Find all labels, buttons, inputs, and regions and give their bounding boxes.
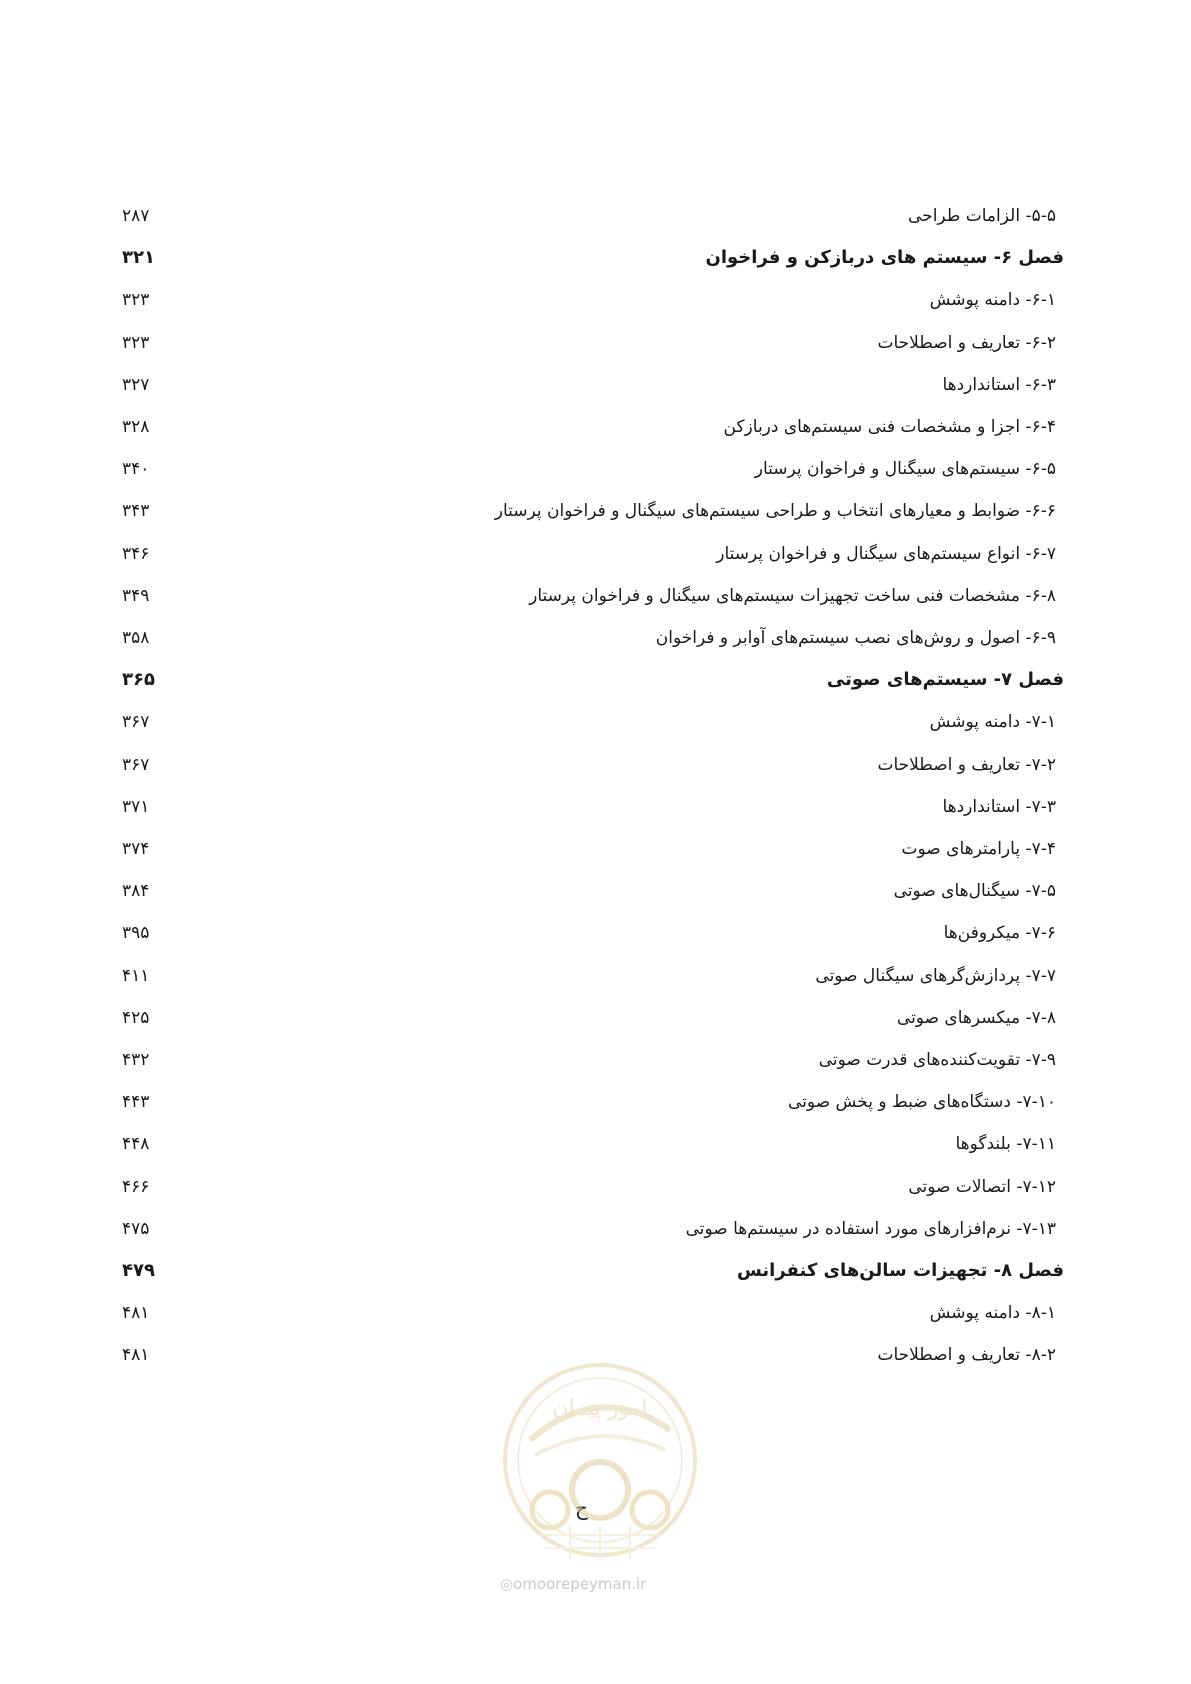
toc-entry-title: ۶-۵- سیستم‌های سیگنال و فراخوان پرستار bbox=[754, 459, 1056, 479]
toc-entry-row bbox=[100, 876, 1056, 906]
toc-entry-row bbox=[100, 201, 1056, 231]
toc-page-number: ۴۸۱ bbox=[122, 1303, 150, 1323]
toc-chapter-title: فصل ۷- سیستم‌های صوتی bbox=[826, 669, 1064, 690]
toc-page-number: ۴۳۲ bbox=[122, 1050, 150, 1070]
toc-entry-title: ۷-۴- پارامترهای صوت bbox=[901, 839, 1056, 859]
toc-page-number: ۳۲۷ bbox=[122, 375, 150, 395]
page-number: ح bbox=[575, 1496, 588, 1520]
toc-page-number: ۴۴۳ bbox=[122, 1092, 150, 1112]
toc-entry-title: ۶-۹- اصول و روش‌های نصب سیستم‌های آوابر و فراخوان bbox=[655, 628, 1056, 648]
watermark-circle-icon: ◎ bbox=[500, 1575, 514, 1593]
toc-chapter-title: فصل ۸- تجهیزات سالن‌های کنفرانس bbox=[736, 1260, 1064, 1281]
toc-entry-row bbox=[100, 750, 1056, 780]
toc-page-number: ۳۲۳ bbox=[122, 333, 150, 353]
toc-entry-row bbox=[100, 454, 1056, 484]
toc-chapter-row bbox=[100, 1256, 1064, 1286]
toc-entry-row bbox=[100, 1087, 1056, 1117]
toc-entry-row bbox=[100, 961, 1056, 991]
toc-page-number: ۳۶۷ bbox=[122, 755, 150, 775]
toc-page-number: ۳۷۴ bbox=[122, 839, 150, 859]
toc-entry-row bbox=[100, 834, 1056, 864]
watermark-logo-text: امور پیمان bbox=[552, 1396, 648, 1421]
toc-entry-row bbox=[100, 370, 1056, 400]
toc-entry-title: ۸-۲- تعاریف و اصطلاحات bbox=[877, 1345, 1056, 1365]
toc-entry-row bbox=[100, 1214, 1056, 1244]
toc-entry-title: ۶-۴- اجزا و مشخصات فنی سیستم‌های دربازکن bbox=[723, 417, 1056, 437]
toc-entry-row bbox=[100, 328, 1056, 358]
toc-entry-title: ۷-۲- تعاریف و اصطلاحات bbox=[877, 755, 1056, 775]
toc-entry-row bbox=[100, 1003, 1056, 1033]
watermark-url bbox=[500, 1574, 646, 1594]
toc-page-number: ۴۲۵ bbox=[122, 1008, 150, 1028]
toc-chapter-title: فصل ۶- سیستم های دربازکن و فراخوان bbox=[705, 247, 1064, 268]
toc-entry-row bbox=[100, 539, 1056, 569]
toc-page-number: ۴۶۶ bbox=[122, 1177, 150, 1197]
toc-entry-title: ۷-۶- میکروفن‌ها bbox=[943, 923, 1056, 943]
toc-entry-row bbox=[100, 496, 1056, 526]
toc-entry-title: ۶-۲- تعاریف و اصطلاحات bbox=[877, 333, 1056, 353]
toc-page-number: ۳۷۱ bbox=[122, 797, 150, 817]
toc-entry-title: ۷-۹- تقویت‌کننده‌های قدرت صوتی bbox=[818, 1050, 1056, 1070]
toc-page-number: ۴۷۵ bbox=[122, 1219, 150, 1239]
toc-chapter-row bbox=[100, 243, 1064, 273]
toc-entry-title: ۷-۵- سیگنال‌های صوتی bbox=[893, 881, 1056, 901]
toc-entry-row bbox=[100, 1172, 1056, 1202]
toc-page-number: ۲۸۷ bbox=[122, 206, 150, 226]
toc-page-number: ۳۶۷ bbox=[122, 712, 150, 732]
toc-entry-title: ۷-۱۳- نرم‌افزارهای مورد استفاده در سیستم‌ها صوتی bbox=[685, 1219, 1056, 1239]
toc-page-number: ۴۴۸ bbox=[122, 1134, 150, 1154]
toc-entry-row bbox=[100, 1045, 1056, 1075]
toc-page-number: ۴۱۱ bbox=[122, 966, 150, 986]
toc-page-number: ۳۴۳ bbox=[122, 501, 150, 521]
toc-entry-title: ۷-۳- استانداردها bbox=[942, 797, 1056, 817]
toc-page-number: ۳۴۹ bbox=[122, 586, 150, 606]
toc-entry-title: ۵-۵- الزامات طراحی bbox=[908, 206, 1056, 226]
toc-page-number: ۳۸۴ bbox=[122, 881, 150, 901]
toc-entry-title: ۷-۷- پردازش‌گرهای سیگنال صوتی bbox=[815, 966, 1056, 986]
toc-page-number: ۳۲۱ bbox=[122, 247, 155, 268]
toc-chapter-row bbox=[100, 665, 1064, 695]
watermark-url-text: omoorepeyman.ir bbox=[513, 1575, 647, 1593]
toc-page-number: ۳۵۸ bbox=[122, 628, 150, 648]
toc-page-number: ۳۶۵ bbox=[122, 669, 155, 690]
toc-entry-title: ۶-۱- دامنه پوشش bbox=[929, 290, 1056, 310]
toc-entry-title: ۶-۶- ضوابط و معیارهای انتخاب و طراحی سیستم‌های سیگنال و فراخوان پرستار bbox=[494, 501, 1056, 521]
toc-page-number: ۴۷۹ bbox=[122, 1260, 155, 1281]
watermark-logo-icon bbox=[490, 1360, 710, 1570]
toc-entry-title: ۷-۱۱- بلندگوها bbox=[955, 1134, 1056, 1154]
toc-entry-title: ۷-۱۲- اتصالات صوتی bbox=[908, 1177, 1056, 1197]
toc-entry-title: ۷-۱- دامنه پوشش bbox=[929, 712, 1056, 732]
toc-entry-title: ۶-۷- انواع سیستم‌های سیگنال و فراخوان پرستار bbox=[716, 544, 1056, 564]
toc-entry-title: ۶-۸- مشخصات فنی ساخت تجهیزات سیستم‌های سیگنال و فراخوان پرستار bbox=[529, 586, 1056, 606]
toc-entry-title: ۶-۳- استانداردها bbox=[942, 375, 1056, 395]
toc-entry-row bbox=[100, 623, 1056, 653]
toc-page-number: ۳۲۳ bbox=[122, 290, 150, 310]
toc-entry-title: ۷-۱۰- دستگاه‌های ضبط و پخش صوتی bbox=[788, 1092, 1056, 1112]
toc-page-number: ۳۴۰ bbox=[122, 459, 150, 479]
toc-page-number: ۳۹۵ bbox=[122, 923, 150, 943]
toc-entry-title: ۸-۱- دامنه پوشش bbox=[929, 1303, 1056, 1323]
toc-entry-row bbox=[100, 792, 1056, 822]
toc-page-number: ۳۴۶ bbox=[122, 544, 150, 564]
toc-entry-title: ۷-۸- میکسرهای صوتی bbox=[896, 1008, 1056, 1028]
toc-page-number: ۴۸۱ bbox=[122, 1345, 150, 1365]
toc-entry-row bbox=[100, 918, 1056, 948]
toc-page-number: ۳۲۸ bbox=[122, 417, 150, 437]
toc-entry-row bbox=[100, 285, 1056, 315]
toc-entry-row bbox=[100, 1129, 1056, 1159]
toc-entry-row bbox=[100, 412, 1056, 442]
toc-entry-row bbox=[100, 1298, 1056, 1328]
toc-entry-row bbox=[100, 707, 1056, 737]
toc-entry-row bbox=[100, 581, 1056, 611]
